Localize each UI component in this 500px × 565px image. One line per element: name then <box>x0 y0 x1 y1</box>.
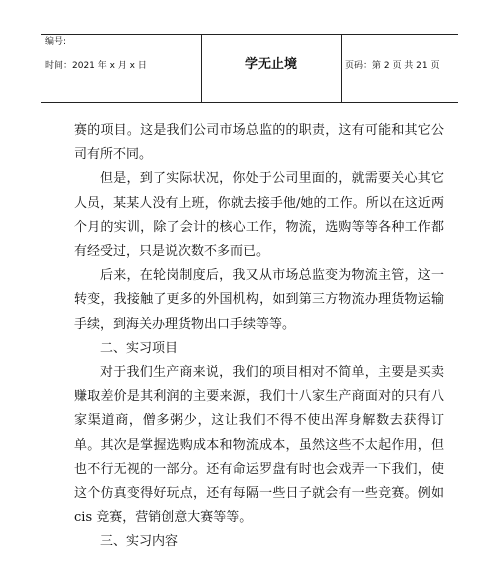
paragraph: 赛的项目。这是我们公司市场总监的的职责，这有可能和其它公司有所不同。 <box>74 123 444 163</box>
header-divider <box>341 34 342 103</box>
section-heading: 二、实习项目 <box>100 340 179 356</box>
header-top-rule <box>41 34 458 35</box>
paragraph: 但是，到了实际状况，你处于公司里面的，就需要关心其它人员，某某人没有上班，你就去接手他/她的工作。所以在这近两个月的实训，除了会计的核心工作，物流，选购等等各种工作都有经受过，只是说次数不多而已。 <box>74 171 444 260</box>
section-heading: 三、实习内容 <box>100 534 179 550</box>
paragraph: 后来，在轮岗制度后，我又从市场总监变为物流主管，这一转变，我接触了更多的外国机构，如到第三方物流办理货物运输手续，到海关办理货物出口手续等等。 <box>74 268 444 332</box>
page-header <box>41 34 458 103</box>
document-date: 时间：2021 年 x 月 x 日 <box>45 61 147 71</box>
document-body <box>74 119 444 555</box>
header-bottom-rule <box>41 102 458 103</box>
document-title: 学无止境 <box>244 57 297 72</box>
page-number-info: 页码：第 2 页 共 21 页 <box>345 61 440 71</box>
document-number-label: 编号: <box>45 37 67 47</box>
paragraph: 对于我们生产商来说，我们的项目相对不简单，主要是买卖赚取差价是其利润的主要来源，我们十八家生产商面对的只有八家渠道商，僧多粥少，这让我们不得不使出浑身解数去获得订单。其次是掌握选购成本和物流成本，虽然这些不太起作用，但也不行无视的一部分。还有命运罗盘有时也会戏弄一下我们，使这个仿真变得好玩点，还有每隔一些日子就会有一些竞赛。例如 cis 竞赛，营销创意大赛等等。 <box>74 365 444 526</box>
